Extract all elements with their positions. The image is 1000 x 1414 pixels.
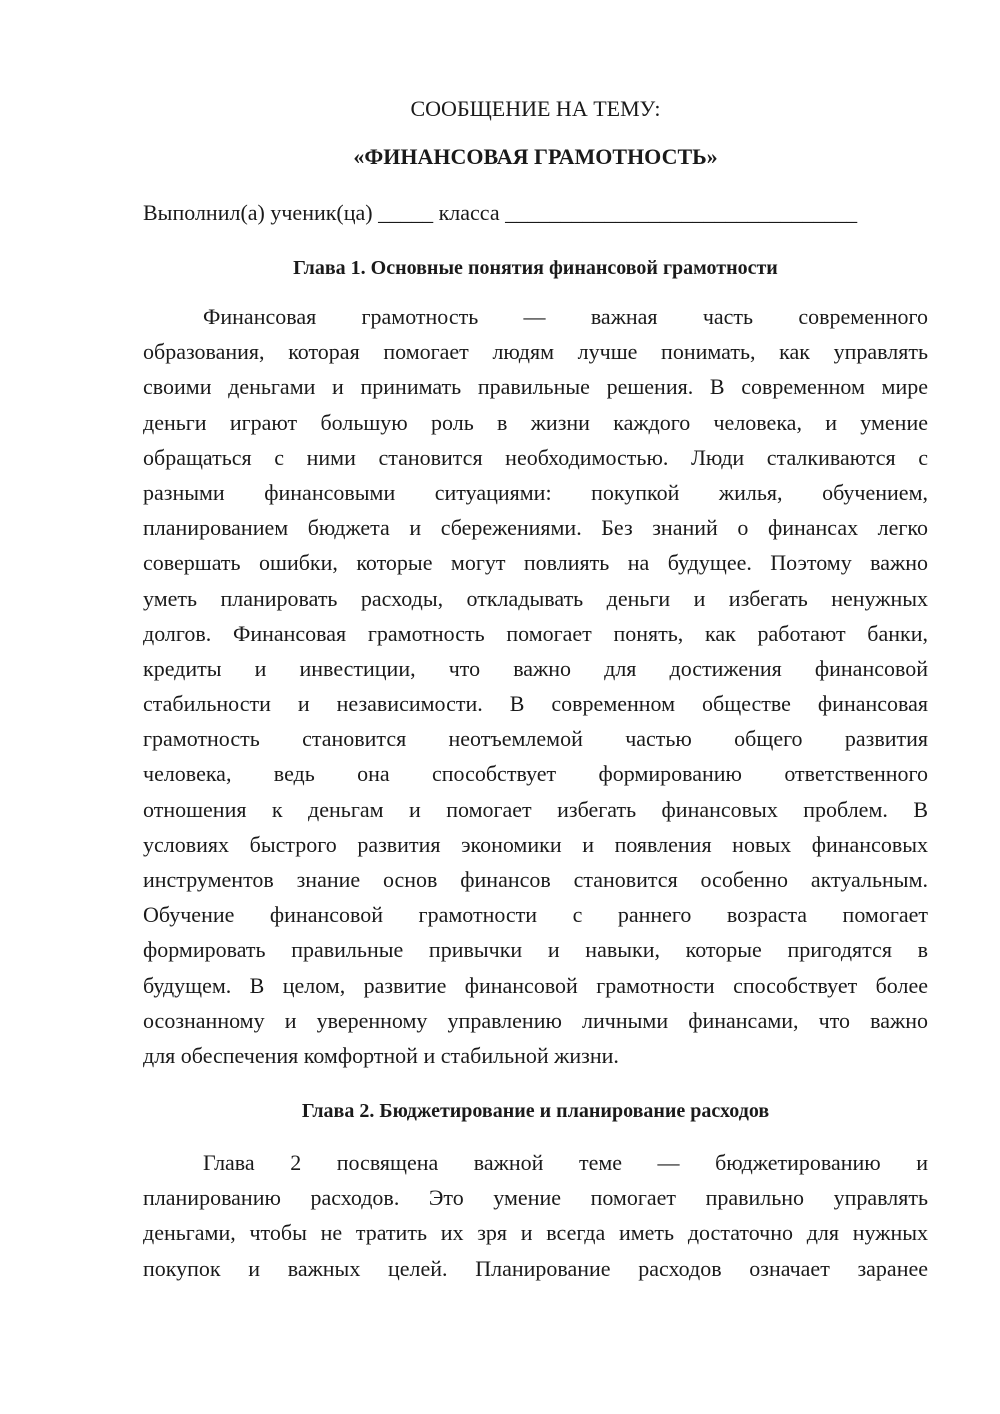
paragraph-line: обращаться с ними становится необходимостью. Люди сталкиваются с [143,444,928,470]
paragraph-line: планированием бюджета и сбережениями. Без знаний о финансах легко [143,515,928,541]
paragraph-line: совершать ошибки, которые могут повлиять на будущее. Поэтому важно [143,550,928,576]
paragraph-line: деньгами, чтобы не тратить их зря и всегда иметь достаточно для нужных [143,1220,928,1246]
paragraph-line: будущем. В целом, развитие финансовой грамотности способствует более [143,972,928,998]
paragraph-line: условиях быстрого развития экономики и появления новых финансовых [143,831,928,857]
author-line: Выполнил(а) ученик(ца) _____ класса ________________________________ [143,200,858,225]
chapter-1-heading: Глава 1. Основные понятия финансовой грамотности [293,257,778,279]
paragraph-line: покупок и важных целей. Планирование расходов означает заранее [143,1255,928,1281]
paragraph-line: стабильности и независимости. В современном обществе финансовая [143,691,928,717]
paragraph-line: планированию расходов. Это умение помогает правильно управлять [143,1185,928,1211]
paragraph-line: своими деньгами и принимать правильные решения. В современном мире [143,374,928,400]
chapter-1-paragraph [143,299,928,1073]
paragraph-line: осознанному и уверенному управлению личными финансами, что важно [143,1007,928,1033]
paragraph-line: инструментов знание основ финансов становится особенно актуальным. [143,867,928,892]
chapter-2-paragraph [143,1145,928,1286]
paragraph-line: уметь планировать расходы, откладывать деньги и избегать ненужных [143,585,928,611]
paragraph-line: деньги играют большую роль в жизни каждого человека, и умение [143,409,928,435]
paragraph-line: Обучение финансовой грамотности с раннего возраста помогает [143,902,928,928]
paragraph-line: кредиты и инвестиции, что важно для достижения финансовой [143,655,928,681]
paragraph-line: человека, ведь она способствует формированию ответственного [143,761,928,787]
paragraph-line: для обеспечения комфортной и стабильной жизни. [143,1042,619,1068]
paragraph-line: Финансовая грамотность — важная часть современного [203,304,928,329]
paragraph-line: формировать правильные привычки и навыки, которые пригодятся в [143,937,928,963]
paragraph-line: разными финансовыми ситуациями: покупкой жилья, обучением, [143,479,928,505]
chapter-2-heading: Глава 2. Бюджетирование и планирование расходов [301,1100,770,1122]
paragraph-line: Глава 2 посвящена важной теме — бюджетированию и [203,1150,928,1175]
paragraph-line: отношения к деньгам и помогает избегать финансовых проблем. В [143,796,928,822]
document-title-line1: СООБЩЕНИЕ НА ТЕМУ: [410,96,661,121]
paragraph-line: долгов. Финансовая грамотность помогает понять, как работают банки, [143,620,928,646]
paragraph-line: грамотность становится неотъемлемой частью общего развития [143,726,928,752]
paragraph-line: образования, которая помогает людям лучше понимать, как управлять [143,339,928,365]
document-title-line2: «ФИНАНСОВАЯ ГРАМОТНОСТЬ» [353,144,718,169]
